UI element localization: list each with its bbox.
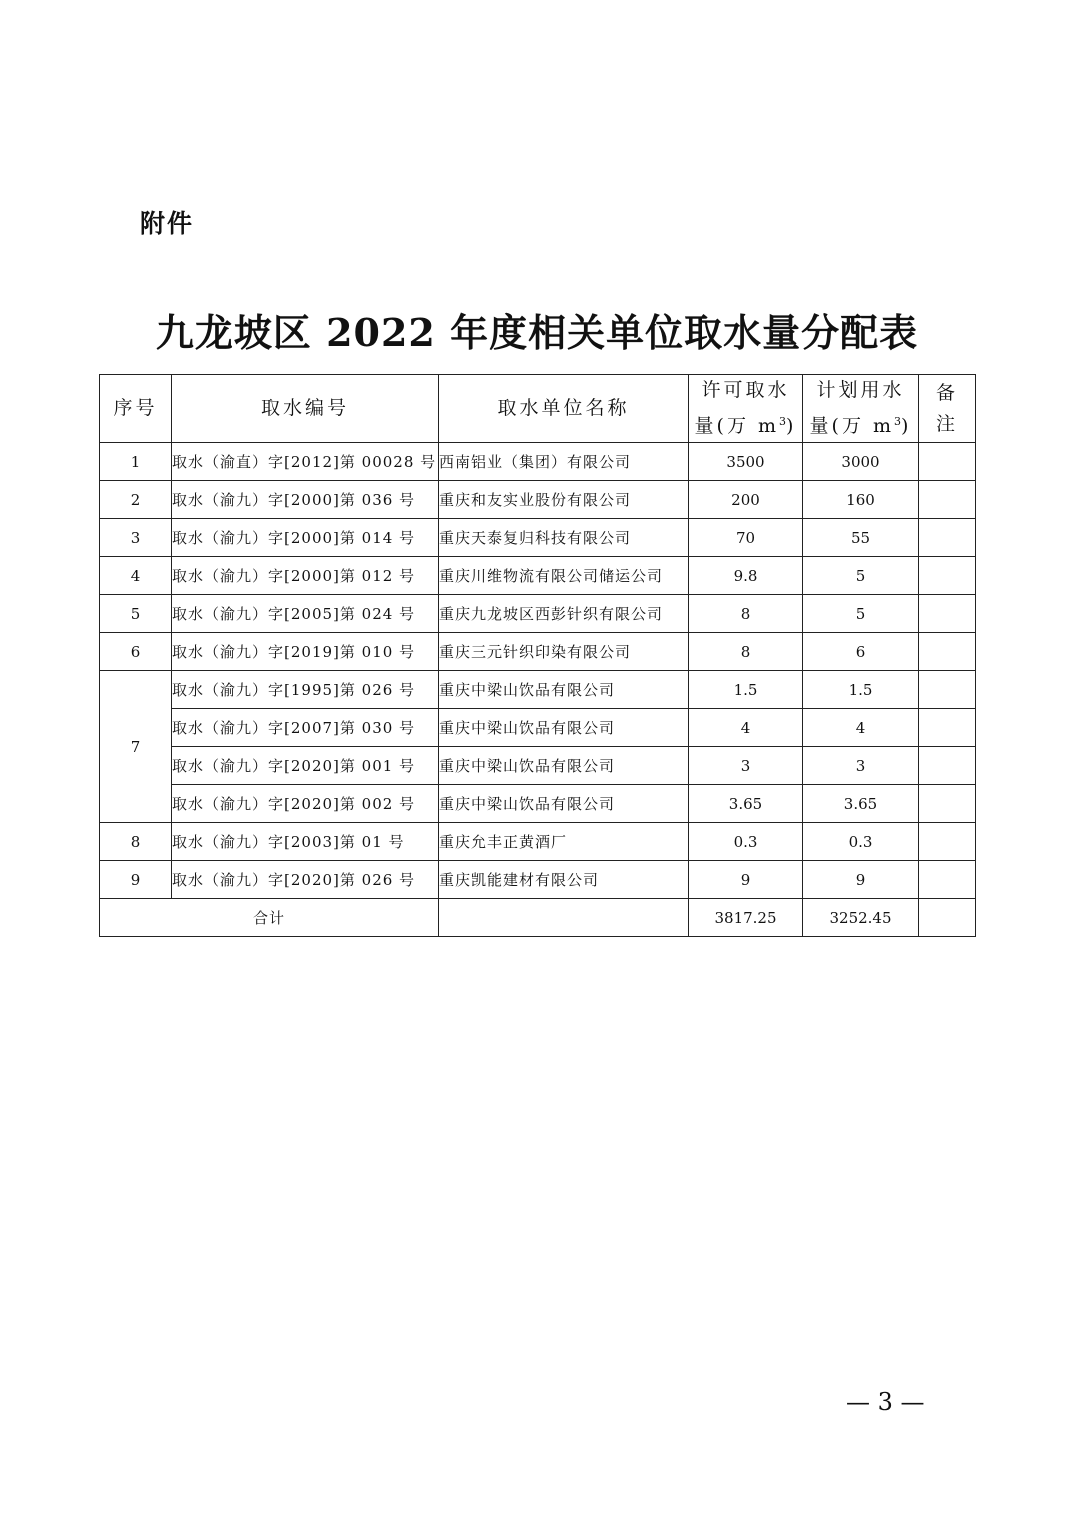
header-permit-amount-line1: 许可取水 (701, 379, 790, 401)
cell-unit: 重庆和友实业股份有限公司 (439, 481, 689, 519)
table-row (100, 823, 976, 861)
header-permit-amount-sup: 3 (779, 415, 787, 428)
header-remark-line1: 备 (935, 381, 958, 404)
table-row (100, 481, 976, 519)
total-remark (919, 899, 976, 937)
cell-remark (919, 519, 976, 557)
total-permit-amount: 3817.25 (689, 899, 803, 937)
cell-unit: 重庆三元针织印染有限公司 (439, 633, 689, 671)
cell-permit: 取水（渝九）字[2000]第 036 号 (172, 481, 439, 519)
total-plan-amount: 3252.45 (803, 899, 919, 937)
table-row (100, 557, 976, 595)
cell-remark (919, 785, 976, 823)
cell-seq: 5 (100, 595, 172, 633)
cell-permit-amount: 1.5 (689, 671, 803, 709)
cell-remark (919, 595, 976, 633)
total-unit (439, 899, 689, 937)
cell-plan-amount: 0.3 (803, 823, 919, 861)
cell-unit: 重庆中梁山饮品有限公司 (439, 709, 689, 747)
table-row (100, 671, 976, 709)
header-plan-amount (803, 375, 919, 443)
cell-unit: 重庆中梁山饮品有限公司 (439, 785, 689, 823)
cell-permit: 取水（渝九）字[2020]第 026 号 (172, 861, 439, 899)
cell-permit-amount: 3500 (689, 443, 803, 481)
page-number: — 3 — (846, 1388, 925, 1416)
cell-unit: 重庆凯能建材有限公司 (439, 861, 689, 899)
header-remark (919, 375, 976, 443)
header-plan-amount-sup: 3 (894, 415, 902, 428)
cell-permit: 取水（渝九）字[2020]第 001 号 (172, 747, 439, 785)
table-row (100, 709, 976, 747)
cell-remark (919, 709, 976, 747)
cell-remark (919, 861, 976, 899)
table-total-row (100, 899, 976, 937)
header-permit-amount (689, 375, 803, 443)
cell-unit: 重庆九龙坡区西彭针织有限公司 (439, 595, 689, 633)
cell-permit: 取水（渝九）字[2000]第 012 号 (172, 557, 439, 595)
cell-permit: 取水（渝九）字[1995]第 026 号 (172, 671, 439, 709)
table-row (100, 633, 976, 671)
cell-remark (919, 443, 976, 481)
cell-permit-amount: 3 (689, 747, 803, 785)
cell-permit-amount: 9.8 (689, 557, 803, 595)
cell-plan-amount: 160 (803, 481, 919, 519)
table-row (100, 443, 976, 481)
cell-seq: 4 (100, 557, 172, 595)
header-seq: 序号 (100, 375, 172, 443)
header-unit: 取水单位名称 (439, 375, 689, 443)
cell-unit: 重庆中梁山饮品有限公司 (439, 747, 689, 785)
cell-plan-amount: 55 (803, 519, 919, 557)
cell-plan-amount: 6 (803, 633, 919, 671)
cell-permit-amount: 3.65 (689, 785, 803, 823)
cell-seq: 8 (100, 823, 172, 861)
cell-seq: 2 (100, 481, 172, 519)
cell-permit-amount: 70 (689, 519, 803, 557)
cell-plan-amount: 3.65 (803, 785, 919, 823)
cell-remark (919, 671, 976, 709)
cell-seq: 3 (100, 519, 172, 557)
header-permit-amount-close: ) (786, 415, 797, 437)
cell-permit-amount: 4 (689, 709, 803, 747)
table-row (100, 861, 976, 899)
document-title: 九龙坡区 2022 年度相关单位取水量分配表 (155, 310, 919, 355)
cell-plan-amount: 4 (803, 709, 919, 747)
header-permit: 取水编号 (172, 375, 439, 443)
table-row (100, 519, 976, 557)
table-row (100, 595, 976, 633)
cell-permit-amount: 8 (689, 633, 803, 671)
header-plan-amount-line2: 量(万 m (809, 415, 895, 437)
cell-plan-amount: 3 (803, 747, 919, 785)
cell-unit: 重庆允丰正黄酒厂 (439, 823, 689, 861)
cell-plan-amount: 9 (803, 861, 919, 899)
cell-permit: 取水（渝九）字[2020]第 002 号 (172, 785, 439, 823)
cell-permit: 取水（渝直）字[2012]第 00028 号 (172, 443, 439, 481)
cell-remark (919, 557, 976, 595)
cell-plan-amount: 3000 (803, 443, 919, 481)
cell-permit-amount: 0.3 (689, 823, 803, 861)
table-header-row (100, 375, 976, 443)
cell-remark (919, 823, 976, 861)
cell-seq: 7 (100, 671, 172, 823)
cell-permit-amount: 200 (689, 481, 803, 519)
cell-plan-amount: 1.5 (803, 671, 919, 709)
table-row (100, 785, 976, 823)
table-row (100, 747, 976, 785)
allocation-table (99, 374, 976, 937)
cell-permit: 取水（渝九）字[2005]第 024 号 (172, 595, 439, 633)
cell-permit-amount: 9 (689, 861, 803, 899)
cell-permit: 取水（渝九）字[2007]第 030 号 (172, 709, 439, 747)
cell-permit: 取水（渝九）字[2000]第 014 号 (172, 519, 439, 557)
cell-remark (919, 747, 976, 785)
cell-plan-amount: 5 (803, 557, 919, 595)
cell-unit: 西南铝业（集团）有限公司 (439, 443, 689, 481)
cell-unit: 重庆天泰复归科技有限公司 (439, 519, 689, 557)
cell-unit: 重庆中梁山饮品有限公司 (439, 671, 689, 709)
cell-permit: 取水（渝九）字[2003]第 01 号 (172, 823, 439, 861)
cell-permit: 取水（渝九）字[2019]第 010 号 (172, 633, 439, 671)
total-label: 合计 (100, 899, 439, 937)
attachment-label: 附件 (140, 209, 195, 238)
cell-seq: 9 (100, 861, 172, 899)
cell-unit: 重庆川维物流有限公司储运公司 (439, 557, 689, 595)
header-permit-amount-line2: 量(万 m (694, 415, 780, 437)
header-remark-line2: 注 (935, 412, 958, 435)
cell-remark (919, 481, 976, 519)
header-plan-amount-line1: 计划用水 (816, 379, 905, 401)
cell-seq: 1 (100, 443, 172, 481)
cell-seq: 6 (100, 633, 172, 671)
cell-permit-amount: 8 (689, 595, 803, 633)
cell-remark (919, 633, 976, 671)
header-plan-amount-close: ) (901, 415, 912, 437)
cell-plan-amount: 5 (803, 595, 919, 633)
